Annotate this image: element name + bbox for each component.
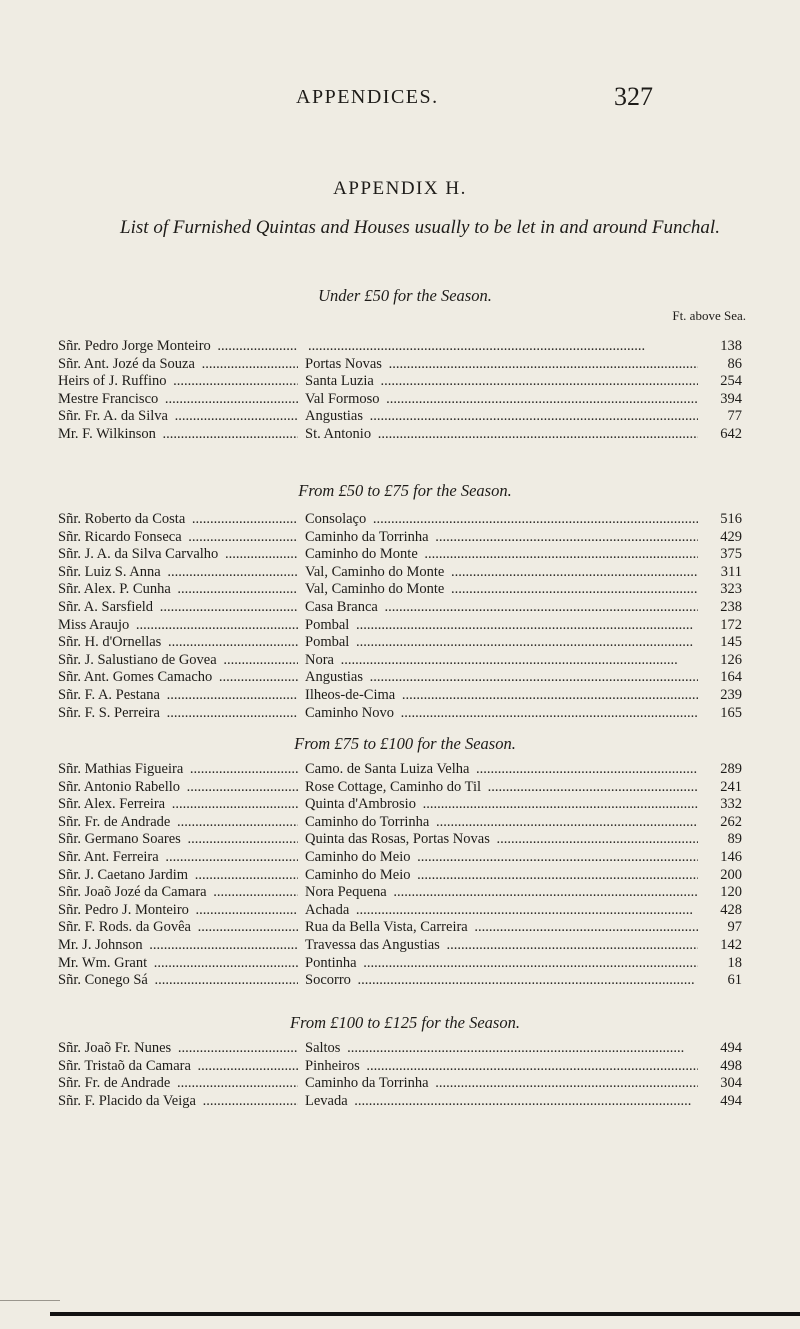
section-heading: From £75 to £100 for the Season. [294, 734, 516, 753]
feet-above-sea: 428 [698, 902, 742, 920]
list-row [58, 373, 748, 391]
list-row [58, 408, 748, 426]
feet-above-sea: 126 [698, 652, 742, 670]
owner-cell [58, 581, 298, 599]
owner-cell [58, 356, 298, 374]
owner-name: Sñr. Ricardo Fonseca [58, 529, 185, 545]
location-name [305, 338, 308, 354]
feet-above-sea: 200 [698, 867, 742, 885]
owner-cell [58, 426, 298, 444]
owner-name: Sñr. J. Caetano Jardim [58, 867, 191, 883]
section-50-to-75 [0, 481, 800, 721]
list-row [58, 564, 748, 582]
feet-above-sea: 262 [698, 814, 742, 832]
location-name: Achada [305, 902, 352, 918]
owner-name: Sñr. Germano Soares [58, 831, 184, 847]
location-cell [305, 599, 705, 617]
feet-above-sea: 172 [698, 617, 742, 635]
list-row [58, 338, 748, 356]
owner-cell [58, 338, 298, 356]
feet-above-sea: 86 [698, 356, 742, 374]
location-name: Consolaço [305, 511, 369, 527]
owner-cell [58, 779, 298, 797]
list-row [58, 511, 748, 529]
list-row [58, 705, 748, 723]
owner-name: Sñr. Pedro J. Monteiro [58, 902, 192, 918]
location-cell [305, 546, 705, 564]
location-cell [305, 1040, 705, 1058]
list-row [58, 426, 748, 444]
location-name: Rose Cottage, Caminho do Til [305, 779, 484, 795]
feet-above-sea: 241 [698, 779, 742, 797]
owner-name: Sñr. F. A. Pestana [58, 687, 163, 703]
feet-above-sea: 494 [698, 1093, 742, 1111]
location-cell [305, 796, 705, 814]
owner-cell [58, 831, 298, 849]
location-name: Val Formoso [305, 391, 383, 407]
running-head: APPENDICES. [296, 86, 439, 108]
owner-cell [58, 1075, 298, 1093]
location-cell [305, 581, 705, 599]
feet-above-sea: 77 [698, 408, 742, 426]
location-name: Val, Caminho do Monte [305, 581, 447, 597]
owner-name: Sñr. Ant. Gomes Camacho [58, 669, 215, 685]
column-head-feet: Ft. above Sea. [672, 308, 746, 323]
list-row [58, 356, 748, 374]
list-row [58, 831, 748, 849]
list-row [58, 546, 748, 564]
feet-above-sea: 164 [698, 669, 742, 687]
location-name: Saltos [305, 1040, 343, 1056]
feet-above-sea: 332 [698, 796, 742, 814]
owner-cell [58, 761, 298, 779]
section-heading: Under £50 for the Season. [318, 286, 492, 305]
owner-name: Sñr. Pedro Jorge Monteiro [58, 338, 214, 354]
location-name: Caminho do Torrinha [305, 814, 432, 830]
list-row [58, 919, 748, 937]
location-name: Pinheiros [305, 1058, 363, 1074]
owner-name: Heirs of J. Ruffino [58, 373, 169, 389]
location-cell [305, 831, 705, 849]
rows [58, 1040, 748, 1110]
owner-name: Sñr. F. S. Perreira [58, 705, 163, 721]
page-number: 327 [614, 82, 653, 111]
location-cell [305, 634, 705, 652]
location-name: Nora Pequena [305, 884, 390, 900]
location-name: Travessa das Angustias [305, 937, 443, 953]
feet-above-sea: 138 [698, 338, 742, 356]
list-row [58, 529, 748, 547]
owner-cell [58, 937, 298, 955]
list-row [58, 796, 748, 814]
owner-cell [58, 972, 298, 990]
location-name: Pombal [305, 634, 352, 650]
location-name: Camo. de Santa Luiza Velha [305, 761, 472, 777]
location-cell [305, 652, 705, 670]
feet-above-sea: 323 [698, 581, 742, 599]
owner-name: Sñr. Fr. de Andrade [58, 1075, 173, 1091]
feet-above-sea: 165 [698, 705, 742, 723]
section-heading: From £50 to £75 for the Season. [298, 481, 512, 500]
location-cell [305, 867, 705, 885]
list-row [58, 669, 748, 687]
location-cell [305, 391, 705, 409]
owner-cell [58, 796, 298, 814]
owner-cell [58, 1058, 298, 1076]
section-100-to-125 [0, 1013, 800, 1109]
location-name: Socorro [305, 972, 354, 988]
owner-cell [58, 564, 298, 582]
location-cell [305, 919, 705, 937]
list-row [58, 849, 748, 867]
location-cell [305, 529, 705, 547]
location-cell [305, 849, 705, 867]
owner-name: Sñr. F. Rods. da Govêa [58, 919, 194, 935]
owner-name: Sñr. Tristaõ da Camara [58, 1058, 194, 1074]
owner-name: Sñr. F. Placido da Veiga [58, 1093, 199, 1109]
owner-name: Sñr. J. Salustiano de Govea [58, 652, 220, 668]
feet-above-sea: 429 [698, 529, 742, 547]
owner-name: Sñr. Joaõ Jozé da Camara [58, 884, 210, 900]
rows [58, 761, 748, 990]
owner-name: Mr. F. Wilkinson [58, 426, 159, 442]
location-cell [305, 356, 705, 374]
location-name: Angustias [305, 669, 366, 685]
list-row [58, 1058, 748, 1076]
location-name: Casa Branca [305, 599, 381, 615]
owner-name: Sñr. Mathias Figueira [58, 761, 186, 777]
owner-cell [58, 391, 298, 409]
owner-name: Miss Araujo [58, 617, 132, 633]
list-row [58, 617, 748, 635]
owner-name: Sñr. Antonio Rabello [58, 779, 183, 795]
location-name: Angustias [305, 408, 366, 424]
location-name: Levada [305, 1093, 351, 1109]
owner-cell [58, 408, 298, 426]
owner-cell [58, 902, 298, 920]
owner-cell [58, 634, 298, 652]
location-name: Quinta das Rosas, Portas Novas [305, 831, 493, 847]
owner-cell [58, 652, 298, 670]
location-name: Caminho do Monte [305, 546, 421, 562]
owner-cell [58, 867, 298, 885]
owner-cell [58, 546, 298, 564]
owner-name: Sñr. Luiz S. Anna [58, 564, 164, 580]
location-cell [305, 669, 705, 687]
location-cell [305, 564, 705, 582]
owner-cell [58, 814, 298, 832]
edge-line [0, 1300, 60, 1301]
location-name: Nora [305, 652, 337, 668]
owner-name: Mr. Wm. Grant [58, 955, 150, 971]
owner-name: Sñr. Roberto da Costa [58, 511, 188, 527]
location-cell [305, 687, 705, 705]
location-name: Santa Luzia [305, 373, 377, 389]
feet-above-sea: 89 [698, 831, 742, 849]
owner-cell [58, 529, 298, 547]
list-row [58, 634, 748, 652]
feet-above-sea: 146 [698, 849, 742, 867]
owner-cell [58, 599, 298, 617]
location-cell [305, 1075, 705, 1093]
bottom-rule [50, 1312, 800, 1316]
feet-above-sea: 311 [698, 564, 742, 582]
list-row [58, 581, 748, 599]
location-cell [305, 373, 705, 391]
owner-name: Sñr. Ant. Jozé da Souza [58, 356, 198, 372]
owner-name: Sñr. J. A. da Silva Carvalho [58, 546, 221, 562]
owner-cell [58, 511, 298, 529]
feet-above-sea: 97 [698, 919, 742, 937]
list-row [58, 902, 748, 920]
owner-name: Sñr. A. Sarsfield [58, 599, 156, 615]
appendix-title: APPENDIX H. [333, 178, 467, 199]
owner-cell [58, 705, 298, 723]
list-row [58, 779, 748, 797]
owner-name: Sñr. Fr. A. da Silva [58, 408, 171, 424]
page-header [0, 82, 800, 120]
location-cell [305, 338, 705, 356]
location-cell [305, 779, 705, 797]
list-row [58, 1093, 748, 1111]
location-name: Pombal [305, 617, 352, 633]
list-row [58, 972, 748, 990]
feet-above-sea: 304 [698, 1075, 742, 1093]
location-cell [305, 972, 705, 990]
location-cell [305, 511, 705, 529]
owner-cell [58, 617, 298, 635]
feet-above-sea: 498 [698, 1058, 742, 1076]
list-row [58, 884, 748, 902]
feet-above-sea: 145 [698, 634, 742, 652]
section-75-to-100 [0, 734, 800, 989]
owner-name: Mr. J. Johnson [58, 937, 146, 953]
owner-name: Sñr. Joaõ Fr. Nunes [58, 1040, 174, 1056]
list-row [58, 687, 748, 705]
owner-cell [58, 1040, 298, 1058]
location-cell [305, 884, 705, 902]
location-cell [305, 814, 705, 832]
rows [58, 338, 748, 444]
list-row [58, 599, 748, 617]
feet-above-sea: 494 [698, 1040, 742, 1058]
feet-above-sea: 642 [698, 426, 742, 444]
location-cell [305, 408, 705, 426]
location-cell [305, 761, 705, 779]
location-name: Caminho Novo [305, 705, 397, 721]
location-cell [305, 902, 705, 920]
location-name: Caminho do Meio [305, 867, 414, 883]
feet-above-sea: 289 [698, 761, 742, 779]
list-row [58, 937, 748, 955]
list-row [58, 867, 748, 885]
location-name: Caminho da Torrinha [305, 529, 432, 545]
list-row [58, 1040, 748, 1058]
feet-above-sea: 238 [698, 599, 742, 617]
rows [58, 511, 748, 722]
owner-cell [58, 669, 298, 687]
list-row [58, 1075, 748, 1093]
owner-cell [58, 919, 298, 937]
list-row [58, 814, 748, 832]
location-name: Caminho do Meio [305, 849, 414, 865]
list-title: List of Furnished Quintas and Houses usually to be let in and around Funchal. [120, 217, 720, 238]
feet-above-sea: 516 [698, 511, 742, 529]
location-cell [305, 937, 705, 955]
location-name: Ilheos-de-Cima [305, 687, 398, 703]
location-name: Quinta d'Ambrosio [305, 796, 419, 812]
feet-above-sea: 61 [698, 972, 742, 990]
section-under-50 [0, 286, 800, 442]
feet-above-sea: 254 [698, 373, 742, 391]
location-cell [305, 1093, 705, 1111]
owner-cell [58, 373, 298, 391]
list-row [58, 761, 748, 779]
feet-above-sea: 142 [698, 937, 742, 955]
location-cell [305, 705, 705, 723]
location-name: St. Antonio [305, 426, 374, 442]
location-name: Pontinha [305, 955, 360, 971]
location-cell [305, 1058, 705, 1076]
feet-above-sea: 375 [698, 546, 742, 564]
location-name: Caminho da Torrinha [305, 1075, 432, 1091]
owner-name: Sñr. Fr. de Andrade [58, 814, 173, 830]
feet-above-sea: 120 [698, 884, 742, 902]
feet-above-sea: 18 [698, 955, 742, 973]
owner-name: Sñr. Alex. Ferreira [58, 796, 168, 812]
owner-name: Sñr. Conego Sá [58, 972, 151, 988]
owner-cell [58, 1093, 298, 1111]
owner-cell [58, 687, 298, 705]
list-row [58, 652, 748, 670]
owner-name: Sñr. H. d'Ornellas [58, 634, 164, 650]
location-name: Rua da Bella Vista, Carreira [305, 919, 471, 935]
list-row [58, 391, 748, 409]
owner-cell [58, 849, 298, 867]
feet-above-sea: 394 [698, 391, 742, 409]
location-cell [305, 617, 705, 635]
owner-cell [58, 884, 298, 902]
list-row [58, 955, 748, 973]
owner-name: Sñr. Ant. Ferreira [58, 849, 162, 865]
location-name: Portas Novas [305, 356, 385, 372]
owner-cell [58, 955, 298, 973]
location-name: Val, Caminho do Monte [305, 564, 447, 580]
location-cell [305, 955, 705, 973]
owner-name: Sñr. Alex. P. Cunha [58, 581, 174, 597]
location-cell [305, 426, 705, 444]
owner-name: Mestre Francisco [58, 391, 161, 407]
feet-above-sea: 239 [698, 687, 742, 705]
section-heading: From £100 to £125 for the Season. [290, 1013, 520, 1032]
